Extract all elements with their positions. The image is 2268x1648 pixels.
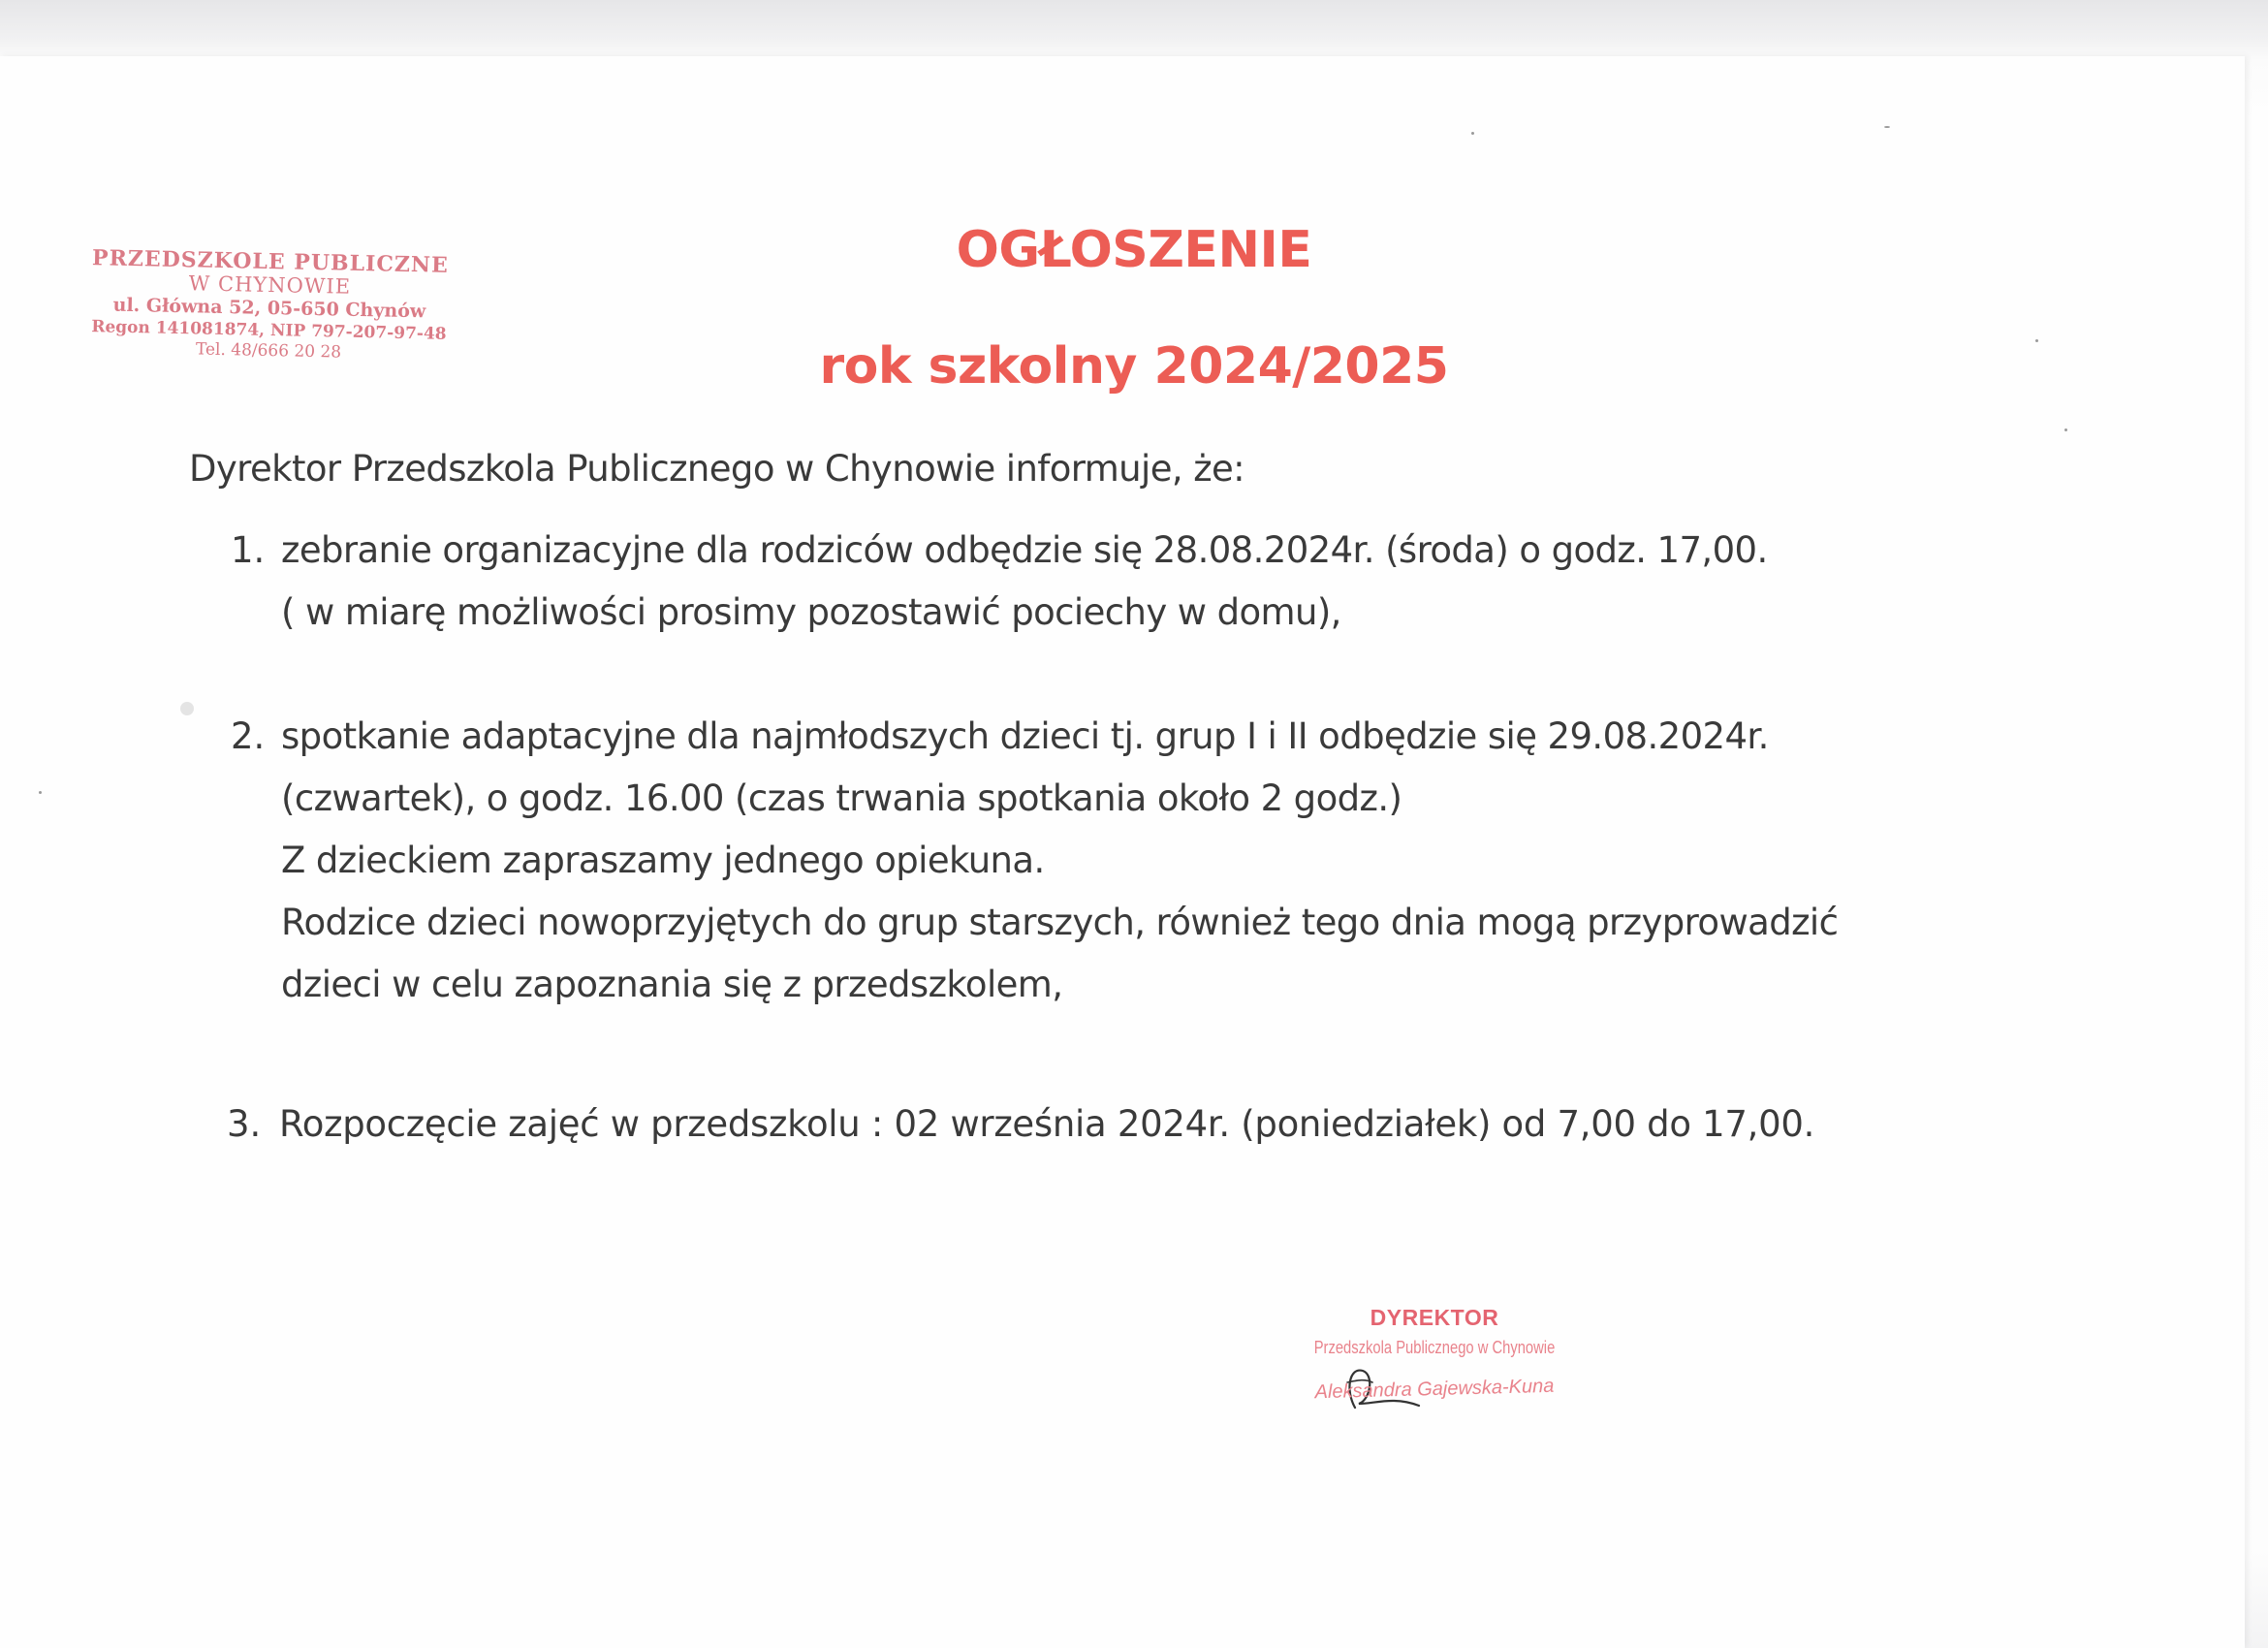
text-line: zebranie organizacyjne dla rodziców odbędzie się 28.08.2024r. (środa) o godz. 17,00. (281, 529, 1768, 571)
text-line: (czwartek), o godz. 16.00 (czas trwania spotkania około 2 godz.) (281, 777, 1402, 819)
scan-speck (2035, 339, 2038, 342)
paper-sheet (0, 56, 2245, 1648)
list-item-text (279, 1101, 1814, 1163)
scan-speck (180, 702, 194, 715)
text-line: Z dzieckiem zapraszamy jednego opiekuna. (281, 840, 1045, 881)
school-year-subtitle: rok szkolny 2024/2025 (819, 337, 1449, 396)
list-item-number: 1. (231, 529, 266, 571)
scan-speck (1884, 126, 1890, 128)
text-line: dzieci w celu zapoznania się z przedszkolem, (281, 964, 1063, 1005)
director-signature-stamp (1260, 1303, 1609, 1402)
intro-text: Dyrektor Przedszkola Publicznego w Chynowie informuje, że: (189, 448, 1245, 490)
text-line: spotkanie adaptacyjne dla najmłodszych dzieci tj. grup I i II odbędzie się 29.08.2024r. (281, 715, 1769, 757)
scan-speck (2064, 428, 2067, 431)
stamp-line: W CHYNOWIE (188, 271, 352, 299)
signature-name: Aleksandra Gajewska-Kuna (1314, 1375, 1555, 1404)
institution-stamp (84, 246, 455, 364)
list-item-text (281, 713, 1838, 1024)
list-item-number: 2. (231, 715, 266, 757)
text-line: ( w miarę możliwości prosimy pozostawić pociechy w domu), (281, 591, 1341, 633)
text-line: Rodzice dzieci nowoprzyjętych do grup starszych, również tego dnia mogą przyprowadzić (281, 902, 1839, 943)
stamp-line: ul. Główna 52, 05-650 Chynów (112, 294, 426, 323)
scan-speck (1471, 132, 1474, 135)
list-item-text (281, 527, 1768, 651)
stamp-line: Regon 141081874, NIP 797-207-97-48 (91, 317, 447, 344)
scan-speck (39, 791, 42, 794)
stamp-line: Tel. 48/666 20 28 (195, 339, 342, 363)
signature-org: Przedszkola Publicznego w Chynowie (1313, 1338, 1556, 1357)
list-item-number: 3. (227, 1103, 262, 1145)
stamp-line: PRZEDSZKOLE PUBLICZNE (91, 245, 450, 278)
announcement-title: OGŁOSZENIE (956, 221, 1312, 279)
text-line: Rozpoczęcie zajęć w przedszkolu : 02 września 2024r. (poniedziałek) od 7,00 do 17,00. (279, 1103, 1815, 1145)
signature-role: DYREKTOR (1370, 1305, 1499, 1330)
